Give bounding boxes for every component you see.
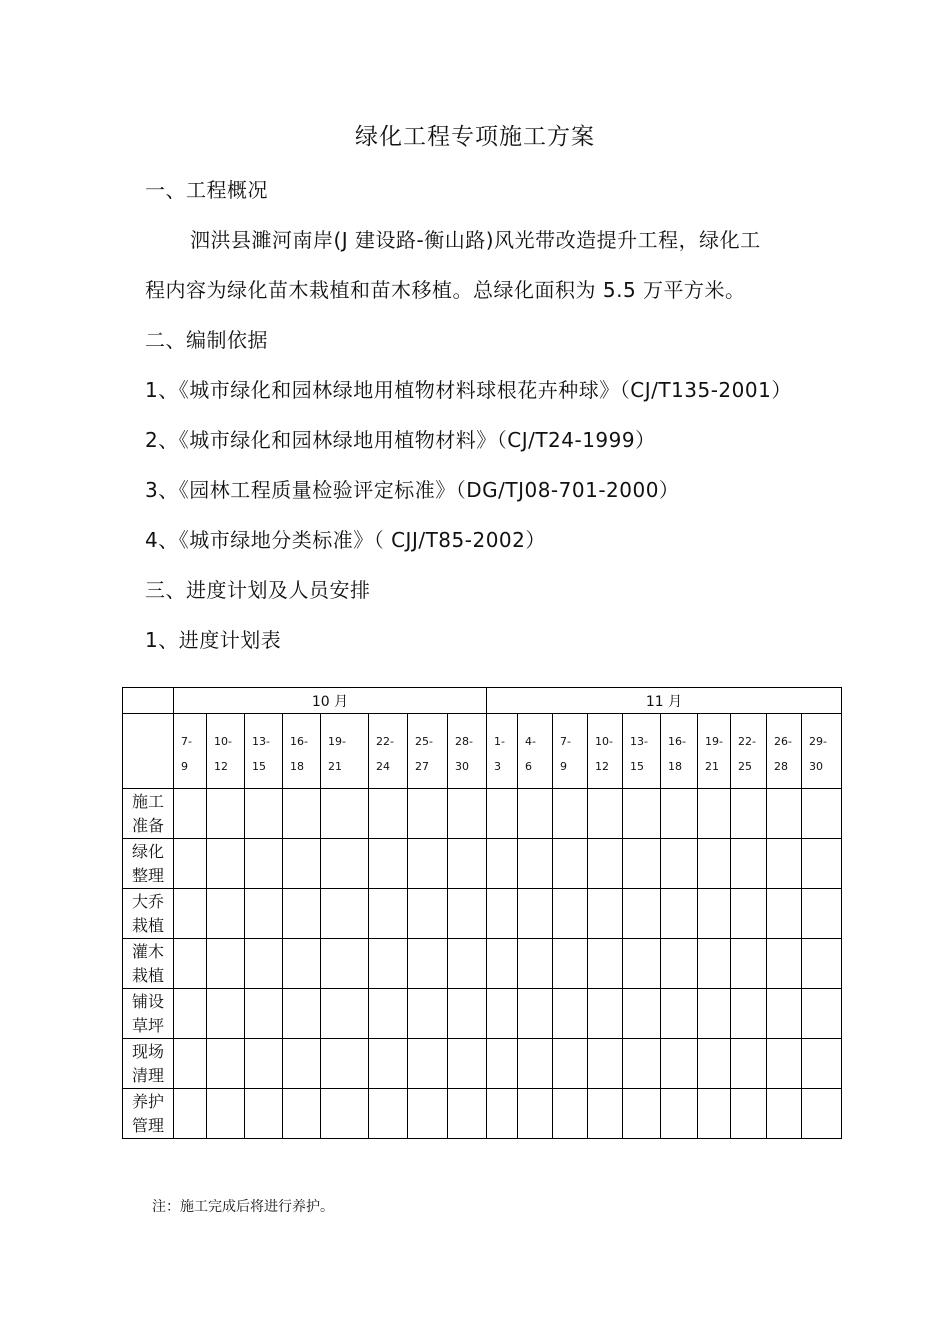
schedule-cell — [623, 889, 661, 939]
section-heading-overview: 一、工程概况 — [145, 178, 268, 202]
schedule-cell — [802, 889, 842, 939]
schedule-cell — [698, 989, 731, 1039]
schedule-cell — [698, 839, 731, 889]
schedule-cell — [661, 839, 698, 889]
task-row — [123, 1039, 842, 1089]
schedule-cell — [518, 989, 553, 1039]
date-range-end: 30 — [455, 760, 469, 773]
schedule-cell — [448, 1039, 487, 1089]
corner-cell — [123, 688, 174, 714]
date-range-start: 19- — [328, 735, 346, 748]
task-row — [123, 939, 842, 989]
schedule-cell — [207, 789, 245, 839]
date-range-nov-3 — [553, 714, 588, 789]
date-range-end: 27 — [415, 760, 429, 773]
schedule-cell — [408, 1039, 448, 1089]
schedule-cell — [767, 1039, 802, 1089]
date-range-start: 10- — [214, 735, 232, 748]
schedule-cell — [174, 989, 207, 1039]
schedule-cell — [369, 1039, 408, 1089]
date-range-start: 28- — [455, 735, 473, 748]
date-range-start: 16- — [668, 735, 686, 748]
schedule-cell — [487, 989, 518, 1039]
schedule-cell — [623, 1089, 661, 1139]
schedule-cell — [623, 989, 661, 1039]
date-range-end: 15 — [630, 760, 645, 773]
schedule-cell — [731, 789, 767, 839]
date-range-end: 21 — [328, 760, 342, 773]
schedule-cell — [731, 889, 767, 939]
schedule-cell — [487, 1039, 518, 1089]
schedule-cell — [448, 939, 487, 989]
date-range-oct-2 — [207, 714, 245, 789]
schedule-cell — [245, 1039, 283, 1089]
task-label — [123, 839, 174, 889]
date-range-end: 28 — [774, 760, 789, 773]
schedule-cell — [448, 989, 487, 1039]
schedule-sub-heading: 1、进度计划表 — [145, 628, 282, 652]
section-heading-basis: 二、编制依据 — [145, 328, 268, 352]
schedule-cell — [174, 839, 207, 889]
task-label-line: 整理 — [131, 865, 164, 885]
schedule-cell — [321, 889, 369, 939]
date-range-nov-4 — [588, 714, 623, 789]
schedule-cell — [731, 939, 767, 989]
schedule-cell — [518, 789, 553, 839]
month-header-row — [123, 688, 842, 714]
schedule-cell — [553, 939, 588, 989]
schedule-cell — [408, 889, 448, 939]
schedule-cell — [448, 889, 487, 939]
date-range-start: 13- — [252, 735, 270, 748]
date-range-nov-5 — [623, 714, 661, 789]
schedule-cell — [321, 939, 369, 989]
schedule-cell — [174, 939, 207, 989]
schedule-cell — [207, 1089, 245, 1139]
basis-item-3: 3、《园林工程质量检验评定标准》（DG/TJ08-701-2000） — [145, 478, 680, 502]
schedule-cell — [487, 889, 518, 939]
schedule-cell — [174, 1089, 207, 1139]
task-label-line: 栽植 — [131, 965, 164, 985]
schedule-cell — [245, 989, 283, 1039]
basis-item-2: 2、《城市绿化和园林绿地用植物材料》（CJ/T24-1999） — [145, 428, 656, 452]
schedule-cell — [588, 1089, 623, 1139]
corner-cell — [123, 714, 174, 789]
date-range-start: 26- — [774, 735, 792, 748]
date-range-start: 16- — [290, 735, 308, 748]
date-range-end: 15 — [252, 760, 266, 773]
schedule-cell — [802, 839, 842, 889]
date-range-nov-10 — [802, 714, 842, 789]
date-range-start: 13- — [630, 735, 648, 748]
schedule-cell — [553, 839, 588, 889]
schedule-cell — [767, 889, 802, 939]
schedule-cell — [487, 789, 518, 839]
schedule-cell — [283, 939, 321, 989]
task-label — [123, 989, 174, 1039]
schedule-cell — [698, 789, 731, 839]
schedule-cell — [553, 1039, 588, 1089]
date-range-oct-8 — [448, 714, 487, 789]
schedule-cell — [369, 889, 408, 939]
date-range-start: 7- — [560, 735, 571, 748]
schedule-cell — [698, 1039, 731, 1089]
schedule-cell — [245, 889, 283, 939]
schedule-cell — [448, 789, 487, 839]
task-label-line: 灌木 — [131, 941, 164, 961]
task-label — [123, 939, 174, 989]
task-row — [123, 1089, 842, 1139]
date-range-oct-4 — [283, 714, 321, 789]
schedule-cell — [802, 989, 842, 1039]
task-row — [123, 989, 842, 1039]
schedule-cell — [518, 1089, 553, 1139]
task-label — [123, 1089, 174, 1139]
schedule-cell — [207, 889, 245, 939]
schedule-cell — [553, 889, 588, 939]
schedule-cell — [588, 939, 623, 989]
schedule-cell — [283, 889, 321, 939]
overview-paragraph-line-2: 程内容为绿化苗木栽植和苗木移植。总绿化面积为 5.5 万平方米。 — [145, 278, 746, 302]
schedule-cell — [321, 1089, 369, 1139]
page-title: 绿化工程专项施工方案 — [355, 124, 595, 150]
date-range-start: 22- — [376, 735, 394, 748]
schedule-cell — [588, 889, 623, 939]
schedule-cell — [245, 789, 283, 839]
task-row — [123, 789, 842, 839]
date-range-start: 29- — [809, 735, 827, 748]
schedule-cell — [283, 989, 321, 1039]
date-range-nov-1 — [487, 714, 518, 789]
schedule-cell — [487, 839, 518, 889]
schedule-cell — [661, 1039, 698, 1089]
schedule-cell — [731, 839, 767, 889]
date-range-start: 22- — [738, 735, 756, 748]
schedule-cell — [321, 789, 369, 839]
date-range-end: 9 — [181, 760, 188, 773]
schedule-cell — [623, 839, 661, 889]
task-label-line: 养护 — [131, 1091, 164, 1111]
schedule-cell — [369, 939, 408, 989]
schedule-cell — [283, 1089, 321, 1139]
date-range-row — [123, 714, 842, 789]
date-range-end: 24 — [376, 760, 390, 773]
schedule-cell — [661, 989, 698, 1039]
schedule-cell — [661, 889, 698, 939]
task-label — [123, 1039, 174, 1089]
date-range-nov-6 — [661, 714, 698, 789]
basis-item-1: 1、《城市绿化和园林绿地用植物材料球根花卉种球》（CJ/T135-2001） — [145, 378, 792, 402]
schedule-cell — [245, 939, 283, 989]
date-range-start: 10- — [595, 735, 613, 748]
date-range-end: 9 — [560, 760, 568, 773]
task-label — [123, 889, 174, 939]
task-row — [123, 889, 842, 939]
date-range-end: 12 — [595, 760, 610, 773]
date-range-nov-8 — [731, 714, 767, 789]
date-range-start: 25- — [415, 735, 433, 748]
schedule-cell — [518, 839, 553, 889]
date-range-oct-5 — [321, 714, 369, 789]
footnote: 注：施工完成后将进行养护。 — [152, 1199, 334, 1215]
schedule-cell — [623, 939, 661, 989]
schedule-cell — [321, 839, 369, 889]
task-row — [123, 839, 842, 889]
schedule-cell — [623, 1039, 661, 1089]
schedule-cell — [698, 1089, 731, 1139]
date-range-oct-1 — [174, 714, 207, 789]
schedule-cell — [767, 989, 802, 1039]
schedule-cell — [245, 839, 283, 889]
schedule-cell — [408, 989, 448, 1039]
schedule-cell — [623, 789, 661, 839]
schedule-cell — [588, 839, 623, 889]
task-label-line: 大乔 — [131, 891, 164, 911]
schedule-cell — [207, 989, 245, 1039]
schedule-cell — [369, 839, 408, 889]
schedule-cell — [698, 889, 731, 939]
schedule-cell — [283, 1039, 321, 1089]
schedule-cell — [518, 889, 553, 939]
date-range-start: 19- — [705, 735, 723, 748]
schedule-cell — [369, 989, 408, 1039]
schedule-cell — [698, 939, 731, 989]
date-range-end: 12 — [214, 760, 228, 773]
schedule-cell — [174, 789, 207, 839]
task-label-line: 现场 — [131, 1041, 164, 1061]
schedule-cell — [408, 1089, 448, 1139]
schedule-cell — [369, 789, 408, 839]
schedule-cell — [588, 1039, 623, 1089]
section-heading-schedule: 三、进度计划及人员安排 — [145, 578, 371, 602]
schedule-cell — [588, 789, 623, 839]
schedule-cell — [731, 1039, 767, 1089]
date-range-nov-2 — [518, 714, 553, 789]
task-label-line: 施工 — [131, 791, 164, 811]
date-range-end: 25 — [738, 760, 753, 773]
date-range-end: 21 — [705, 760, 720, 773]
date-range-nov-7 — [698, 714, 731, 789]
schedule-cell — [661, 1089, 698, 1139]
schedule-cell — [245, 1089, 283, 1139]
schedule-cell — [767, 789, 802, 839]
schedule-cell — [487, 939, 518, 989]
schedule-cell — [487, 1089, 518, 1139]
date-range-end: 18 — [668, 760, 683, 773]
task-label-line: 铺设 — [131, 991, 164, 1011]
schedule-cell — [369, 1089, 408, 1139]
schedule-cell — [174, 1039, 207, 1089]
schedule-cell — [588, 989, 623, 1039]
schedule-cell — [283, 839, 321, 889]
date-range-end: 18 — [290, 760, 304, 773]
schedule-cell — [553, 989, 588, 1039]
schedule-cell — [408, 789, 448, 839]
date-range-start: 1- — [494, 735, 505, 748]
date-range-nov-9 — [767, 714, 802, 789]
overview-paragraph-line-1: 泗洪县濉河南岸(J 建设路-衡山路)风光带改造提升工程，绿化工 — [190, 228, 761, 252]
schedule-cell — [207, 839, 245, 889]
schedule-cell — [321, 1039, 369, 1089]
schedule-cell — [448, 1089, 487, 1139]
date-range-end: 3 — [494, 760, 502, 773]
schedule-cell — [207, 1039, 245, 1089]
schedule-cell — [408, 939, 448, 989]
schedule-cell — [448, 839, 487, 889]
schedule-cell — [802, 789, 842, 839]
task-label-line: 草坪 — [131, 1015, 164, 1035]
date-range-oct-6 — [369, 714, 408, 789]
month-header-october: 10 月 — [174, 688, 487, 714]
schedule-cell — [802, 1039, 842, 1089]
schedule-cell — [731, 989, 767, 1039]
schedule-table — [122, 687, 842, 1139]
schedule-cell — [283, 789, 321, 839]
date-range-oct-3 — [245, 714, 283, 789]
schedule-cell — [174, 889, 207, 939]
task-label-line: 绿化 — [131, 841, 164, 861]
schedule-cell — [802, 1089, 842, 1139]
schedule-cell — [767, 1089, 802, 1139]
schedule-cell — [731, 1089, 767, 1139]
schedule-cell — [518, 1039, 553, 1089]
date-range-oct-7 — [408, 714, 448, 789]
task-label-line: 管理 — [131, 1115, 164, 1135]
date-range-end: 30 — [809, 760, 824, 773]
basis-item-4: 4、《城市绿地分类标准》（ CJJ/T85-2002） — [145, 528, 546, 552]
schedule-cell — [767, 839, 802, 889]
task-label-line: 清理 — [131, 1065, 164, 1085]
schedule-cell — [553, 789, 588, 839]
task-label-line: 栽植 — [131, 915, 164, 935]
month-header-november: 11 月 — [487, 688, 842, 714]
date-range-end: 6 — [525, 760, 533, 773]
task-label — [123, 789, 174, 839]
schedule-cell — [661, 789, 698, 839]
schedule-cell — [408, 839, 448, 889]
schedule-cell — [207, 939, 245, 989]
date-range-start: 7- — [181, 735, 192, 748]
schedule-cell — [321, 989, 369, 1039]
schedule-cell — [802, 939, 842, 989]
schedule-cell — [518, 939, 553, 989]
task-label-line: 准备 — [131, 815, 164, 835]
schedule-cell — [767, 939, 802, 989]
schedule-cell — [553, 1089, 588, 1139]
schedule-cell — [661, 939, 698, 989]
date-range-start: 4- — [525, 735, 536, 748]
